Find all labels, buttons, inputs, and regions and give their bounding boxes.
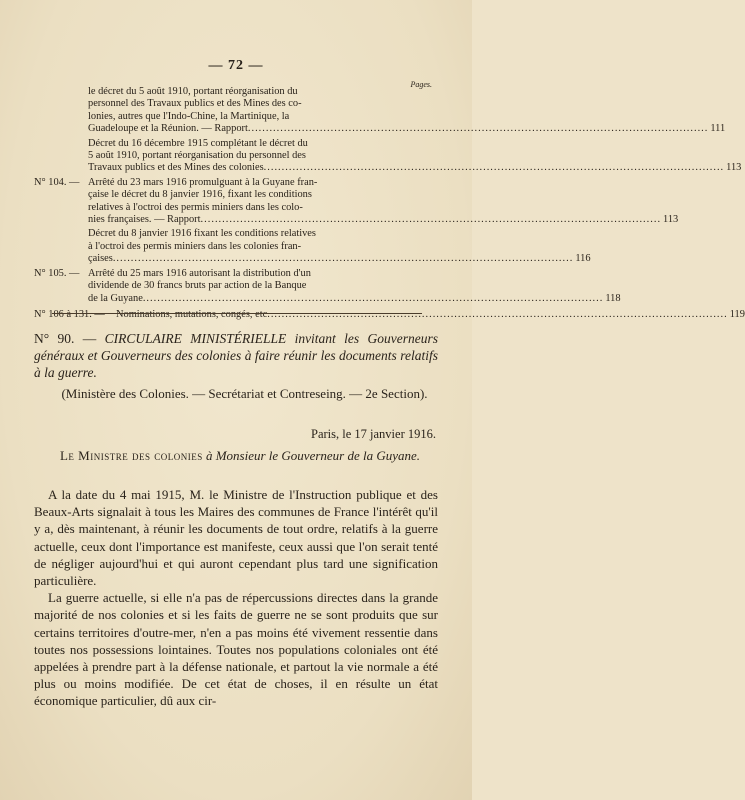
entry-last-line: Nominations, mutations, congés, etc [116,308,268,320]
circular-number: N° 90. — [34,331,97,346]
entry-line: Décret du 16 décembre 1915 complétant le décret du [88,137,308,149]
ministry-line: (Ministère des Colonies. — Secrétariat et Contreseing. — 2e Section). [61,386,428,401]
entry-line: Décret du 8 janvier 1916 fixant les conditions relatives [88,228,316,240]
circular-heading [34,330,438,381]
table-of-contents [34,86,745,323]
entry-last-line: Travaux publics et des Mines des colonies [88,162,264,174]
entry-last-line: nies françaises. — Rapport [88,214,201,226]
page-number: — 72 — [208,58,264,73]
entry-last-line: de la Guyane [88,292,143,304]
toc-entry [34,308,745,321]
entry-number: N° 105. — [34,267,80,279]
entry-line: Arrêté du 25 mars 1916 autorisant la distribution d'un [88,267,311,279]
entry-line: à l'octroi des permis miniers dans les colonies fran- [88,240,302,252]
entry-last-line: çaises [88,253,113,265]
entry-page: 111 [710,123,726,135]
entry-page: 119 [729,308,745,320]
entry-page: 116 [575,253,591,265]
pages-column-label: Pages. [410,80,432,89]
entry-line: lonies, autres que l'Indo-Chine, la Martinique, la [88,110,290,122]
toc-entry [34,86,726,136]
entry-number [34,138,88,175]
entry-line: personnel des Travaux publics et des Mines des co- [88,98,302,110]
toc-entry [34,176,679,227]
entry-line: le décret du 5 août 1910, portant réorganisation du [88,86,298,97]
letter-date: Paris, le 17 janvier 1916. [311,427,436,441]
entry-page: 113 [726,162,742,174]
entry-number [34,228,88,265]
paragraph: A la date du 4 mai 1915, M. le Ministre de l'Instruction publique et des Beaux-Arts signalait à tous les Maires des communes de France l'intérêt qu'il y a, dès maintenant, à réunir les documents de tout ordre, relatifs à la guerre actuelle, ceux dont l'importance est manifeste, ceux aussi que l'on serait tenté de négliger aujourd'hui et qui auront cependant plus tard une signification particulière. [34,487,438,589]
entry-line: 5 août 1910, portant réorganisation du personnel des [88,150,306,162]
sender: Le Ministre des colonies [59,448,203,463]
letter-body [34,486,438,710]
entry-last-line: Guadeloupe et la Réunion. — Rapport [88,123,248,135]
entry-number: N° 106 à 131. — [34,308,105,320]
entry-line: dividende de 30 francs bruts par action de la Banque [88,280,307,292]
recipient: à Monsieur le Gouverneur de la Guyane. [205,448,421,463]
paragraph: La guerre actuelle, si elle n'a pas de répercussions directes dans la grande majorité de nos colonies et si les faits de guerre ne se sont produits que sur certains territoires d'outre-mer, n'en a pas moins été vivement ressentie dans toutes nos possessions lointaines. Toutes nos populations coloniales ont été appelées à prendre part à la défense nationale, et partout la vie normale a été plus ou moins modifiée. De cet état de choses, il en résulte un état économique particulier, dû aux cir- [34,590,438,709]
entry-line: çaise le décret du 8 janvier 1916, fixant les conditions [88,189,312,201]
entry-page: 113 [663,214,679,226]
addressee [40,448,440,464]
toc-entry [34,267,621,305]
entry-number [34,86,88,136]
entry-page: 118 [605,292,621,304]
entry-line: Arrêté du 23 mars 1916 promulguant à la Guyane fran- [88,176,318,188]
section-divider [52,313,422,314]
toc-entry [34,137,742,175]
toc-entry [34,228,591,265]
circular-title: CIRCULAIRE MINISTÉRIELLE invitant les Gouverneurs généraux et Gouverneurs des colonies à faire réunir les documents relatifs à la guerre. [34,331,439,380]
entry-line: relatives à l'octroi des permis miniers dans les colo- [88,201,303,213]
entry-number: N° 104. — [34,176,80,188]
